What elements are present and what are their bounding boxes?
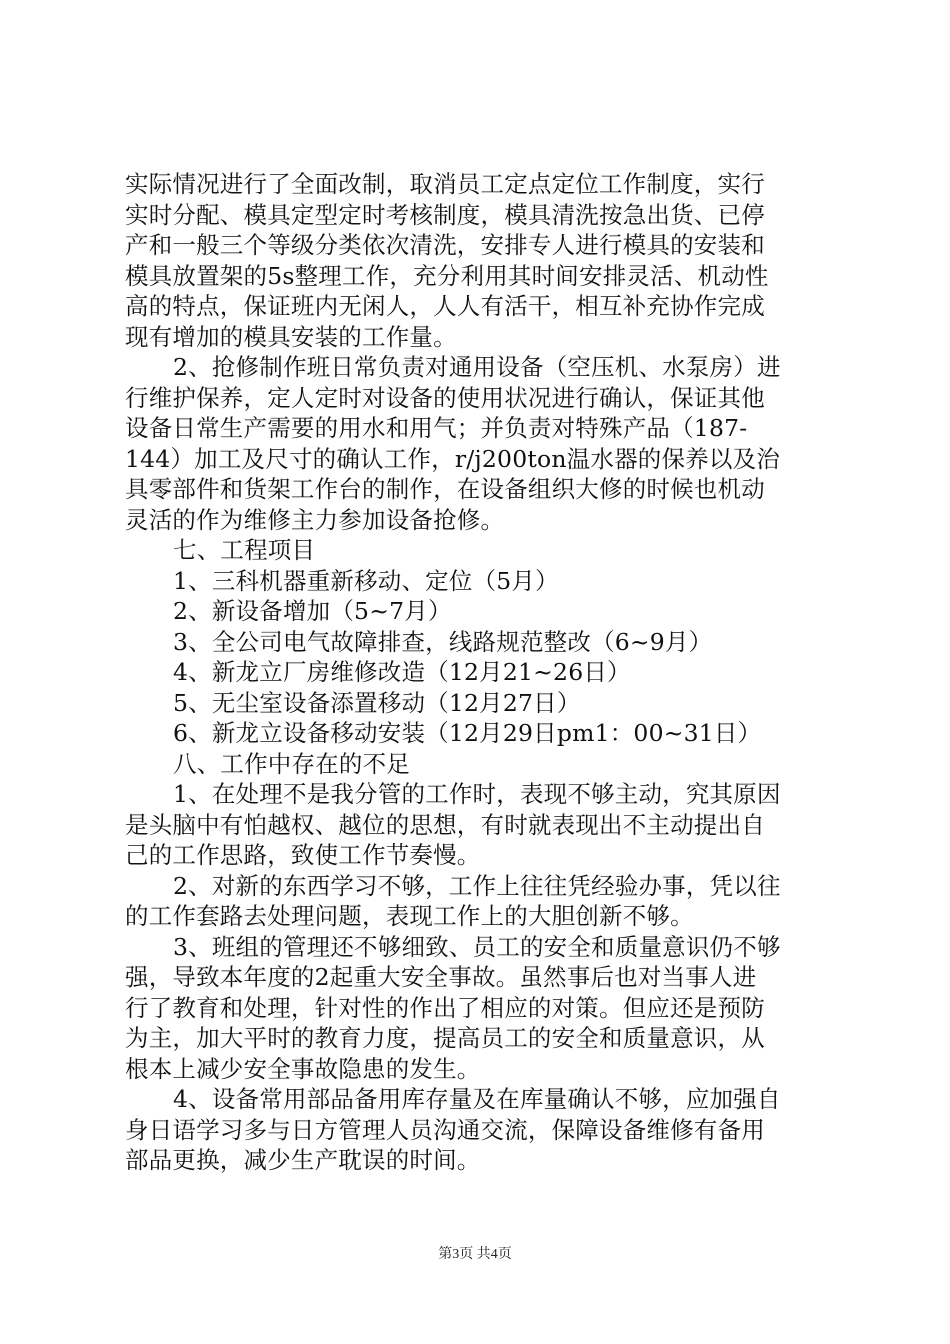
text-line: 高的特点，保证班内无闲人，人人有活干，相互补充协作完成 bbox=[125, 292, 765, 320]
text-line: 模具放置架的5s整理工作，充分利用其时间安排灵活、机动性 bbox=[125, 261, 769, 290]
text-line: 2、抢修制作班日常负责对通用设备（空压机、水泵房）进 bbox=[173, 353, 781, 381]
text-line: 6、新龙立设备移动安装（12月29日pm1：00~31日） bbox=[173, 719, 762, 747]
text-line: 根本上减少安全事故隐患的发生。 bbox=[125, 1054, 481, 1083]
text-line: 3、全公司电气故障排查，线路规范整改（6~9月） bbox=[173, 627, 713, 656]
text-line: 部品更换，减少生产耽误的时间。 bbox=[125, 1146, 481, 1174]
text-line: 七、工程项目 bbox=[173, 536, 316, 564]
text-line: 是头脑中有怕越权、越位的思想，有时就表现出不主动提出自 bbox=[125, 810, 765, 839]
text-line: 具零部件和货架工作台的制作，在设备组织大修的时候也机动 bbox=[125, 475, 765, 503]
text-line: 设备日常生产需要的用水和用气；并负责对特殊产品（187- bbox=[125, 414, 748, 442]
text-line: 1、在处理不是我分管的工作时，表现不够主动，究其原因 bbox=[173, 780, 781, 808]
text-line: 4、新龙立厂房维修改造（12月21~26日） bbox=[173, 658, 631, 686]
text-line: 2、对新的东西学习不够，工作上往往凭经验办事，凭以往 bbox=[173, 871, 781, 900]
text-line: 行了教育和处理，针对性的作出了相应的对策。但应还是预防 bbox=[125, 993, 765, 1022]
text-line: 现有增加的模具安装的工作量。 bbox=[125, 322, 457, 351]
text-line: 己的工作思路，致使工作节奏慢。 bbox=[125, 841, 481, 869]
page-footer: 第3页 共4页 bbox=[438, 1247, 512, 1262]
text-line: 144）加工及尺寸的确认工作，r/j200ton温水器的保养以及治 bbox=[125, 444, 780, 473]
text-line: 为主，加大平时的教育力度，提高员工的安全和质量意识，从 bbox=[125, 1024, 765, 1052]
text-line: 产和一般三个等级分类依次清洗，安排专人进行模具的安装和 bbox=[125, 231, 765, 259]
text-line: 的工作套路去处理问题，表现工作上的大胆创新不够。 bbox=[125, 902, 694, 930]
text-line: 身日语学习多与日方管理人员沟通交流，保障设备维修有备用 bbox=[125, 1115, 765, 1144]
text-line: 1、三科机器重新移动、定位（5月） bbox=[173, 566, 559, 595]
text-line: 强，导致本年度的2起重大安全事故。虽然事后也对当事人进 bbox=[125, 963, 757, 991]
text-line: 实时分配、模具定型定时考核制度，模具清洗按急出货、已停 bbox=[125, 200, 765, 229]
text-line: 3、班组的管理还不够细致、员工的安全和质量意识仍不够 bbox=[173, 932, 781, 961]
text-line: 八、工作中存在的不足 bbox=[173, 749, 410, 778]
text-line: 4、设备常用部品备用库存量及在库量确认不够，应加强自 bbox=[173, 1085, 781, 1113]
text-line: 2、新设备增加（5~7月） bbox=[173, 597, 452, 625]
text-line: 实际情况进行了全面改制，取消员工定点定位工作制度，实行 bbox=[125, 170, 765, 198]
text-line: 5、无尘室设备添置移动（12月27日） bbox=[173, 688, 581, 717]
document-body bbox=[125, 169, 825, 1176]
text-line: 灵活的作为维修主力参加设备抢修。 bbox=[125, 505, 505, 534]
text-line: 行维护保养，定人定时对设备的使用状况进行确认，保证其他 bbox=[125, 383, 765, 412]
